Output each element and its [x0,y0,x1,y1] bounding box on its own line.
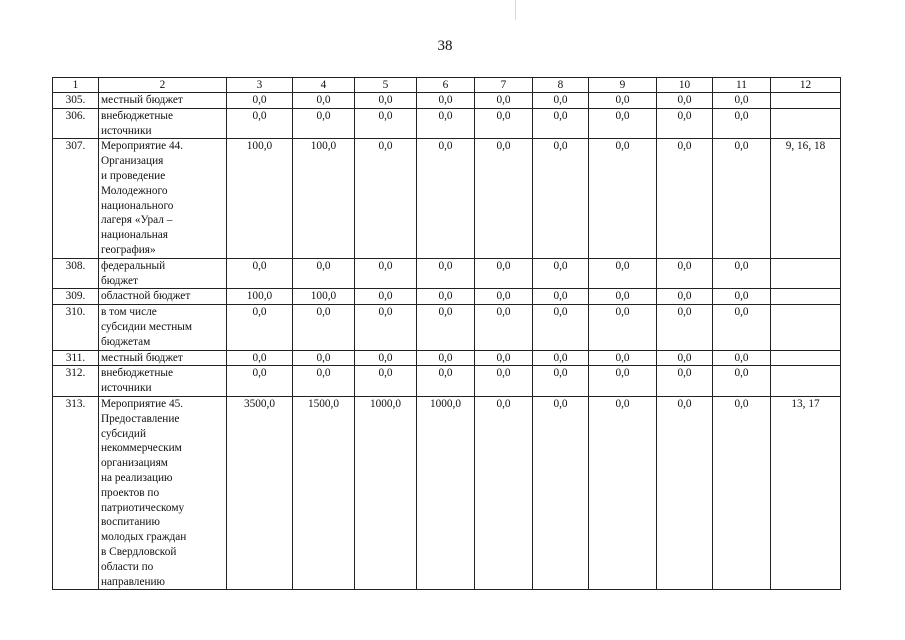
row-number: 307. [53,139,99,258]
row-number: 312. [53,366,99,397]
column-header: 10 [657,78,713,93]
amount-cell: 0,0 [417,139,475,258]
table-row [53,93,841,109]
table-row [53,139,841,258]
amount-cell: 0,0 [713,93,771,109]
amount-cell: 0,0 [293,258,355,289]
amount-cell: 0,0 [713,108,771,139]
amount-cell: 100,0 [227,139,293,258]
row-number: 309. [53,289,99,305]
amount-cell: 0,0 [589,289,657,305]
amount-cell: 0,0 [475,350,533,366]
table-row [53,396,841,589]
column-header: 11 [713,78,771,93]
row-name: местный бюджет [99,350,227,366]
amount-cell: 0,0 [713,366,771,397]
amount-cell: 0,0 [227,305,293,350]
table-row [53,108,841,139]
amount-cell: 0,0 [475,366,533,397]
target-indicators-cell: 9, 16, 18 [771,139,841,258]
amount-cell: 0,0 [657,396,713,589]
row-number: 305. [53,93,99,109]
row-number: 313. [53,396,99,589]
amount-cell: 0,0 [657,93,713,109]
amount-cell: 0,0 [713,139,771,258]
amount-cell: 0,0 [533,93,589,109]
amount-cell: 0,0 [657,108,713,139]
amount-cell: 0,0 [355,108,417,139]
amount-cell: 0,0 [355,366,417,397]
amount-cell: 0,0 [227,350,293,366]
amount-cell: 0,0 [355,305,417,350]
amount-cell: 1500,0 [293,396,355,589]
amount-cell: 0,0 [589,139,657,258]
amount-cell: 0,0 [227,93,293,109]
amount-cell: 0,0 [533,350,589,366]
amount-cell: 0,0 [417,305,475,350]
column-number-row [53,78,841,93]
amount-cell: 0,0 [355,350,417,366]
table-row [53,305,841,350]
amount-cell: 0,0 [713,350,771,366]
amount-cell: 0,0 [355,258,417,289]
target-indicators-cell: 13, 17 [771,396,841,589]
amount-cell: 0,0 [657,350,713,366]
target-indicators-cell [771,93,841,109]
amount-cell: 0,0 [417,108,475,139]
amount-cell: 0,0 [293,93,355,109]
amount-cell: 0,0 [293,108,355,139]
amount-cell: 0,0 [589,396,657,589]
row-name: областной бюджет [99,289,227,305]
amount-cell: 0,0 [533,289,589,305]
amount-cell: 100,0 [227,289,293,305]
amount-cell: 0,0 [355,93,417,109]
amount-cell: 0,0 [417,258,475,289]
amount-cell: 0,0 [589,108,657,139]
target-indicators-cell [771,289,841,305]
amount-cell: 0,0 [533,396,589,589]
amount-cell: 0,0 [475,289,533,305]
table-row [53,289,841,305]
amount-cell: 0,0 [293,350,355,366]
column-header: 12 [771,78,841,93]
amount-cell: 1000,0 [355,396,417,589]
page-number: 38 [437,38,453,54]
amount-cell: 0,0 [475,93,533,109]
amount-cell: 0,0 [713,305,771,350]
row-name: внебюджетные источники [99,108,227,139]
amount-cell: 0,0 [657,289,713,305]
amount-cell: 0,0 [417,350,475,366]
target-indicators-cell [771,350,841,366]
amount-cell: 0,0 [589,350,657,366]
row-name: федеральный бюджет [99,258,227,289]
row-name: местный бюджет [99,93,227,109]
column-header: 5 [355,78,417,93]
amount-cell: 0,0 [417,93,475,109]
scan-mark [515,0,516,20]
target-indicators-cell [771,305,841,350]
column-header: 1 [53,78,99,93]
amount-cell: 0,0 [657,139,713,258]
table-row [53,366,841,397]
target-indicators-cell [771,108,841,139]
row-number: 306. [53,108,99,139]
amount-cell: 100,0 [293,139,355,258]
column-header: 7 [475,78,533,93]
budget-table [52,77,841,590]
amount-cell: 0,0 [713,396,771,589]
amount-cell: 0,0 [417,289,475,305]
row-number: 311. [53,350,99,366]
amount-cell: 0,0 [589,258,657,289]
row-name: внебюджетные источники [99,366,227,397]
amount-cell: 0,0 [227,366,293,397]
amount-cell: 0,0 [713,258,771,289]
amount-cell: 0,0 [533,139,589,258]
amount-cell: 0,0 [533,366,589,397]
amount-cell: 0,0 [713,289,771,305]
amount-cell: 3500,0 [227,396,293,589]
amount-cell: 0,0 [657,258,713,289]
table-row [53,258,841,289]
row-name: в том числе субсидии местным бюджетам [99,305,227,350]
target-indicators-cell [771,258,841,289]
amount-cell: 0,0 [293,305,355,350]
table-body [53,78,841,590]
row-name: Мероприятие 45. Предоставление субсидий некоммерческим организациям на реализацию проектов по патриотическому воспитанию молодых граждан в Свердловской области по направлению [99,396,227,589]
amount-cell: 0,0 [227,258,293,289]
amount-cell: 0,0 [355,139,417,258]
amount-cell: 0,0 [589,366,657,397]
amount-cell: 0,0 [293,366,355,397]
amount-cell: 0,0 [475,305,533,350]
amount-cell: 0,0 [533,258,589,289]
column-header: 2 [99,78,227,93]
column-header: 4 [293,78,355,93]
amount-cell: 0,0 [475,258,533,289]
target-indicators-cell [771,366,841,397]
column-header: 8 [533,78,589,93]
amount-cell: 0,0 [657,366,713,397]
amount-cell: 1000,0 [417,396,475,589]
amount-cell: 0,0 [589,93,657,109]
amount-cell: 100,0 [293,289,355,305]
amount-cell: 0,0 [657,305,713,350]
amount-cell: 0,0 [417,366,475,397]
amount-cell: 0,0 [475,108,533,139]
row-number: 310. [53,305,99,350]
table-row [53,350,841,366]
column-header: 6 [417,78,475,93]
column-header: 9 [589,78,657,93]
amount-cell: 0,0 [227,108,293,139]
amount-cell: 0,0 [355,289,417,305]
amount-cell: 0,0 [589,305,657,350]
row-number: 308. [53,258,99,289]
row-name: Мероприятие 44. Организация и проведение Молодежного национального лагеря «Урал – национальная география» [99,139,227,258]
amount-cell: 0,0 [533,305,589,350]
amount-cell: 0,0 [533,108,589,139]
column-header: 3 [227,78,293,93]
amount-cell: 0,0 [475,396,533,589]
amount-cell: 0,0 [475,139,533,258]
